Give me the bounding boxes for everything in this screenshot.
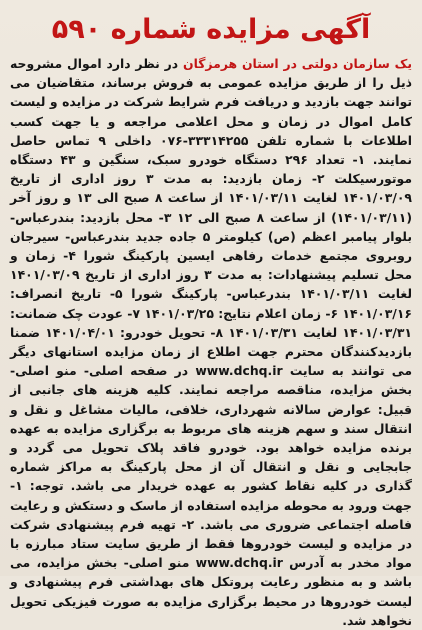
notice-paragraph-2: در صفحه اصلی- منو اصلی- بخش مزایده، مناقصه مراجعه نمایند. کلیه هزینه های جانبی از قبیل: عوارض سالانه شهرداری، خلافی، مالیات مشاغل و نقل و انتقال سند و سهم هزینه های مربوط به برگزاری مزایده به عهده برنده مزایده خواهد بود. خودرو فاقد پلاک تحویل می گردد و جابجایی و نقل و انتقال آن از محل پارکینگ به مراکز شماره گذاری در کلیه نقاط کشور به عهده خریدار می باشد. — [10, 363, 412, 494]
notice-paragraph-3: ۱- جهت ورود به محوطه مزایده استفاده از ماسک و دستکش و رعایت فاصله اجتماعی ضروری می باشد. ۲- تهیه فرم پیشنهادی شرکت در مزایده و لیست خودروها فقط از طریق سایت ستاد مبارزه با مواد مخدر به آدرس — [10, 478, 412, 571]
note-label: توجه: — [29, 478, 64, 494]
notice-title: آگهی مزایده شماره ۵۹۰ — [51, 14, 371, 45]
notice-body — [10, 54, 412, 630]
organization-highlight: یک سازمان دولتی در استان هرمزگان — [183, 56, 412, 71]
website-link-2: www.dchq.ir — [195, 555, 283, 571]
notice-paragraph-1: در نظر دارد اموال مشروحه ذیل را از طریق مزایده عمومی به فروش برساند، متقاضیان می توانند جهت بازدید و دریافت فرم شرایط شرکت در مزایده و لیست کامل اموال در زمان و محل اعلامی مراجعه و یا جهت کسب اطلاعات با شماره تلفن ۳۳۳۱۴۲۵۵-۰۷۶ داخلی ۹ تماس حاصل نمایند. ۱- تعداد ۲۹۶ دستگاه خودرو سبک، سنگین و ۴۳ دستگاه موتورسیکلت ۲- زمان بازدید: به مدت ۳ روز اداری از تاریخ ۱۴۰۱/۰۳/۰۹ لغایت ۱۴۰۱/۰۳/۱۱ از ساعت ۸ صبح الی ۱۳ و روز آخر (۱۴۰۱/۰۳/۱۱) از ساعت ۸ صبح الی ۱۲ ۳- محل بازدید: بندرعباس- بلوار پیامبر اعظم (ص) کیلومتر ۵ جاده جدید بندرعباس- سیرجان روبروی مجتمع خدمات رفاهی ایسین پارکینگ شورا ۴- زمان و محل تسلیم پیشنهادات: به مدت ۳ روز اداری از تاریخ ۱۴۰۱/۰۳/۰۹ لغایت ۱۴۰۱/۰۳/۱۱ بندرعباس- پارکینگ شورا ۵- تاریخ انصراف: ۱۴۰۱/۰۳/۱۶ ۶- زمان اعلام نتایج: ۱۴۰۱/۰۳/۲۵ ۷- عودت چک ضمانت: ۱۴۰۱/۰۳/۳۱ لغایت ۱۴۰۱/۰۳/۳۱ ۸- تحویل خودرو: ۱۴۰۱/۰۴/۰۱ ضمنا بازدیدکنندگان محترم جهت اطلاع از زمان مزایده استانهای دیگر می توانند به سایت — [10, 56, 413, 379]
notice-paragraph-4: منو اصلی- بخش مزایده، می باشد و به منظور رعایت پروتکل های بهداشتی فرم پیشنهادی و لیست خودروها در محیط برگزاری مزایده به صورت فیزیکی تحویل نخواهد شد. — [10, 555, 412, 628]
website-link-1: www.dchq.ir — [195, 363, 283, 379]
